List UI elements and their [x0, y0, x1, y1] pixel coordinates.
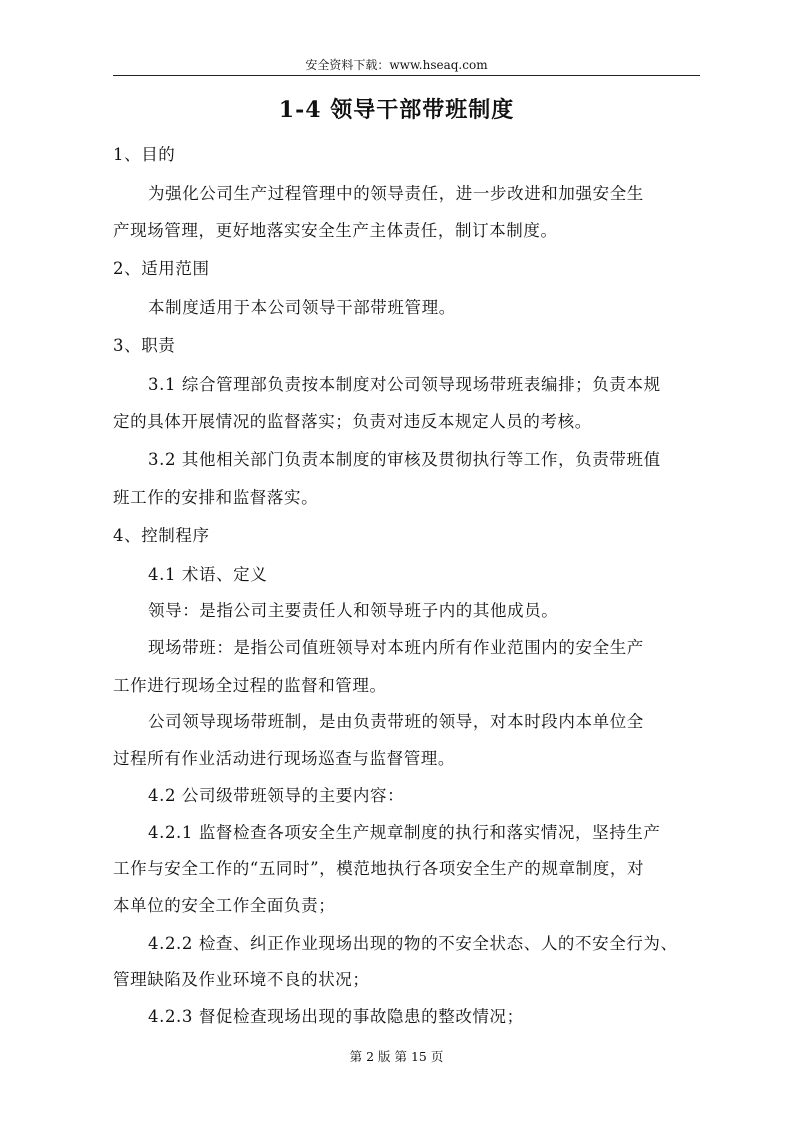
subsection-heading: 4.1 术语、定义 [148, 565, 268, 584]
section-heading: 4、控制程序 [113, 526, 210, 545]
document-title: 1-4 领导干部带班制度 [278, 97, 515, 123]
paragraph-line: 现场带班：是指公司值班领导对本班内所有作业范围内的安全生产 [148, 638, 644, 657]
paragraph-line: 本制度适用于本公司领导干部带班管理。 [148, 298, 456, 317]
paragraph-line: 工作与安全工作的“五同时”，模范地执行各项安全生产的规章制度，对 [113, 859, 645, 878]
section-heading: 3、职责 [113, 336, 176, 355]
paragraph-line: 3.2 其他相关部门负责本制度的审核及贯彻执行等工作，负责带班值 [148, 450, 661, 469]
paragraph-line: 4.2.1 监督检查各项安全生产规章制度的执行和落实情况，坚持生产 [148, 823, 661, 842]
section-heading: 1、目的 [113, 145, 176, 164]
page-footer: 第 2 版 第 15 页 [349, 1049, 444, 1064]
section-heading: 2、适用范围 [113, 259, 210, 278]
paragraph-line: 公司领导现场带班制，是由负责带班的领导，对本时段内本单位全 [148, 712, 644, 731]
paragraph-line: 3.1 综合管理部负责按本制度对公司领导现场带班表编排；负责本规 [148, 375, 661, 394]
paragraph-line: 工作进行现场全过程的监督和管理。 [113, 676, 387, 695]
paragraph-line: 班工作的安排和监督落实。 [113, 488, 319, 507]
page-header: 安全资料下载：www.hseaq.com [305, 58, 488, 72]
paragraph-line: 为强化公司生产过程管理中的领导责任，进一步改进和加强安全生 [148, 184, 644, 203]
paragraph-line: 4.2.3 督促检查现场出现的事故隐患的整改情况； [148, 1007, 524, 1026]
header-rule [113, 75, 700, 76]
paragraph-line: 领导：是指公司主要责任人和领导班子内的其他成员。 [148, 601, 559, 620]
subsection-heading: 4.2 公司级带班领导的主要内容： [148, 786, 405, 805]
paragraph-line: 过程所有作业活动进行现场巡查与监督管理。 [113, 749, 455, 768]
paragraph-line: 管理缺陷及作业环境不良的状况； [113, 970, 370, 989]
paragraph-line: 定的具体开展情况的监督落实；负责对违反本规定人员的考核。 [113, 412, 592, 431]
paragraph-line: 4.2.2 检查、纠正作业现场出现的物的不安全状态、人的不安全行为、 [148, 934, 678, 953]
paragraph-line: 产现场管理，更好地落实安全生产主体责任，制订本制度。 [113, 221, 558, 240]
paragraph-line: 本单位的安全工作全面负责； [113, 896, 336, 915]
